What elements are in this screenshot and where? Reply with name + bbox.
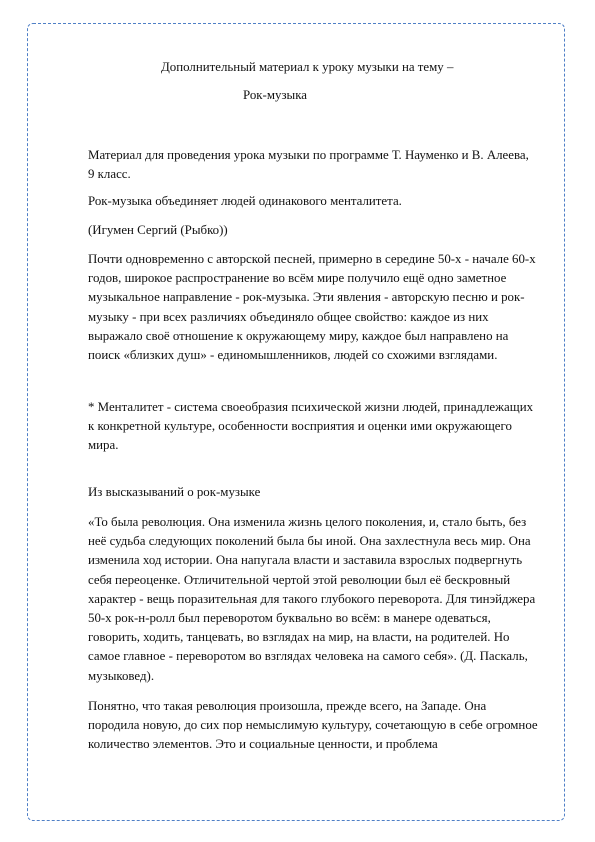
section-heading: Из высказываний о рок-музыке (88, 485, 261, 499)
paragraph-intro: Почти одновременно с авторской песней, примерно в середине 50-х - начале 60-х годов, широкое распространение во всём мире получило ещё одно заметное музыкальное направление - рок-музыка. Эти явления - авторскую песню и рок-музыку - при всех различиях объединяло общее свойство: каждое из них выражало своё отношение к окружающему миру, каждое был направлено на поиск «близких душ» - единомышленников, людей со схожими взглядами. (88, 252, 536, 363)
paragraph-footnote: * Менталитет - система своеобразия психической жизни людей, принадлежащих к конкретной культуре, особенности восприятия и оценки ими окружающего мира. (88, 400, 534, 453)
paragraph-program: Материал для проведения урока музыки по программе Т. Науменко и В. Алеева, 9 класс. (88, 148, 529, 182)
paragraph-epigraph-author: (Игумен Сергий (Рыбко)) (88, 223, 228, 237)
paragraph-continuation: Понятно, что такая революция произошла, прежде всего, на Западе. Она породила новую, до сих пор немыслимую культуру, сочетающую в себе огромное количество элементов. Это и социальные ценности, и проблема (88, 699, 538, 752)
paragraph-quote: «То была революция. Она изменила жизнь целого поколения, и, стало быть, без неё судьба следующих поколений была бы иной. Она захлестнула весь мир. Она изменила ход истории. Она напугала власти и заставила взрослых подвергнуть себя переоценке. Отличительной чертой этой революции был её бескровный характер - вещь поразительная для такого глубокого переворота. Для тинэйджера 50-х рок-н-ролл был переворотом буквально во всём: в манере одеваться, говорить, ходить, танцевать, во взглядах на мир, на власти, на родителей. Но самое главное - переворотом во взглядах человека на самого себя». (Д. Паскаль, музыковед). (88, 515, 536, 683)
title-line-2: Рок-музыка (243, 88, 307, 102)
title-line-1: Дополнительный материал к уроку музыки на тему – (161, 60, 454, 74)
paragraph-epigraph: Рок-музыка объединяет людей одинакового менталитета. (88, 194, 402, 208)
